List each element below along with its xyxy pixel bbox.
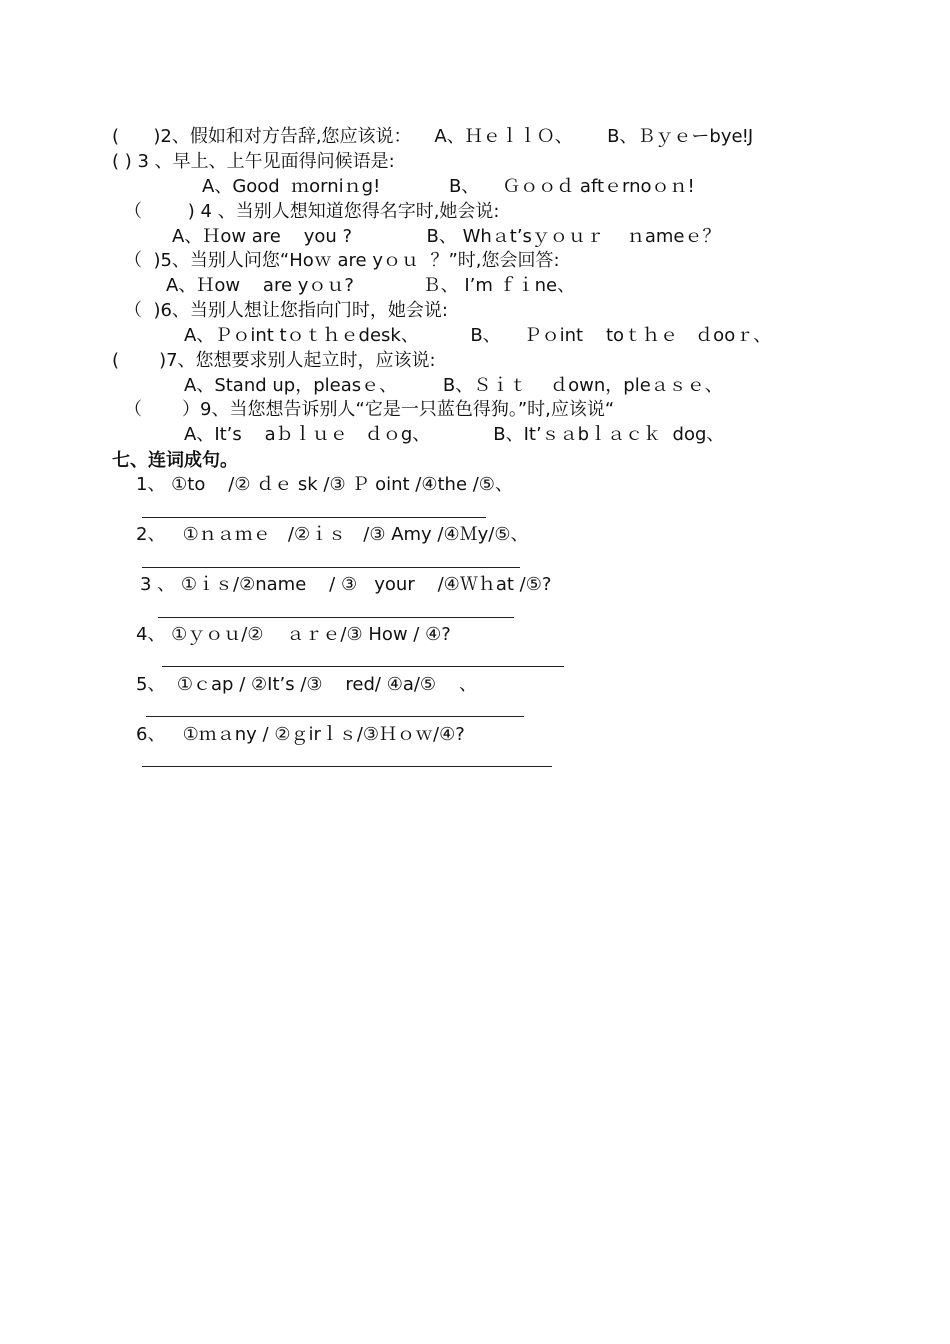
question-5: （ )5、当别人问您“Hoｗ are yｏｕ ？”时,您会回答:	[124, 250, 560, 271]
answer-line-6[interactable]	[142, 766, 552, 767]
question-9: （ ）9、当您想告诉别人“它是一只蓝色得狗。”时,应该说“	[124, 399, 615, 420]
question-9-options: A、It’s aｂｌｕｅ ｄｏg、 B、It’ｓａbｌａｃｋ dog、	[184, 424, 725, 445]
question-3: ( ) 3 、早上、上午见面得问候语是:	[112, 151, 395, 172]
sentence-item-4: 4、 ①ｙｏｕ/② ａｒｅ/③ How / ④?	[136, 624, 451, 645]
question-3-options: A、Good ｍorniｎg! B、 Ｇｏｏｄ aftｅrnoｏｎ!	[202, 176, 695, 197]
question-2: ( )2、假如和对方告辞,您应该说： A、ＨｅｌｌＯ、 B、ＢｙｅーbyeǃJ	[112, 126, 754, 147]
question-6: （ )6、当别人想让您指向门时，她会说:	[124, 300, 448, 321]
sentence-item-1: 1、 ①to /② ｄｅ sk /③ Ｐ oint /④the /⑤、	[136, 474, 513, 495]
answer-line-4[interactable]	[162, 666, 564, 667]
sentence-item-3: 3 、 ①ｉｓ/②name / ③ your /④Ｗｈat /⑤?	[140, 574, 552, 595]
question-4-options: A、Ｈow are you ? B、 Whａt’sｙｏｕｒ ｎameｅ？	[172, 226, 721, 247]
answer-line-5[interactable]	[146, 716, 524, 717]
question-7-options: A、Stand up，pleasｅ、 B、Ｓｉｔ ｄown，pleａｓｅ、	[184, 375, 723, 396]
answer-line-3[interactable]	[158, 617, 514, 618]
question-4: （ ) 4 、当别人想知道您得名字时,她会说:	[124, 201, 500, 222]
question-6-options: A、Ｐｏint tｏｔｈｅdesk、 B、 Ｐｏint toｔｈｅ ｄooｒ、	[184, 325, 772, 346]
sentence-item-5: 5、 ①ｃap / ②It’s /③ red/ ④a/⑤ 、	[136, 674, 477, 695]
section-7-heading: 七、连词成句。	[112, 450, 238, 471]
question-5-options: A、Ｈow are yｏｕ? Ｂ、 I’m ｆｉne、	[166, 275, 576, 296]
answer-line-2[interactable]	[142, 567, 520, 568]
question-7: ( )7、您想要求别人起立时，应该说:	[112, 350, 436, 371]
sentence-item-6: 6、 ①ｍａny / ②ｇirｌｓ/③Ｈｏｗ/④?	[136, 724, 465, 745]
answer-line-1[interactable]	[142, 517, 486, 518]
sentence-item-2: 2、 ①ｎａｍｅ /②ｉｓ /③ Amy /④Ｍy/⑤、	[136, 524, 529, 545]
